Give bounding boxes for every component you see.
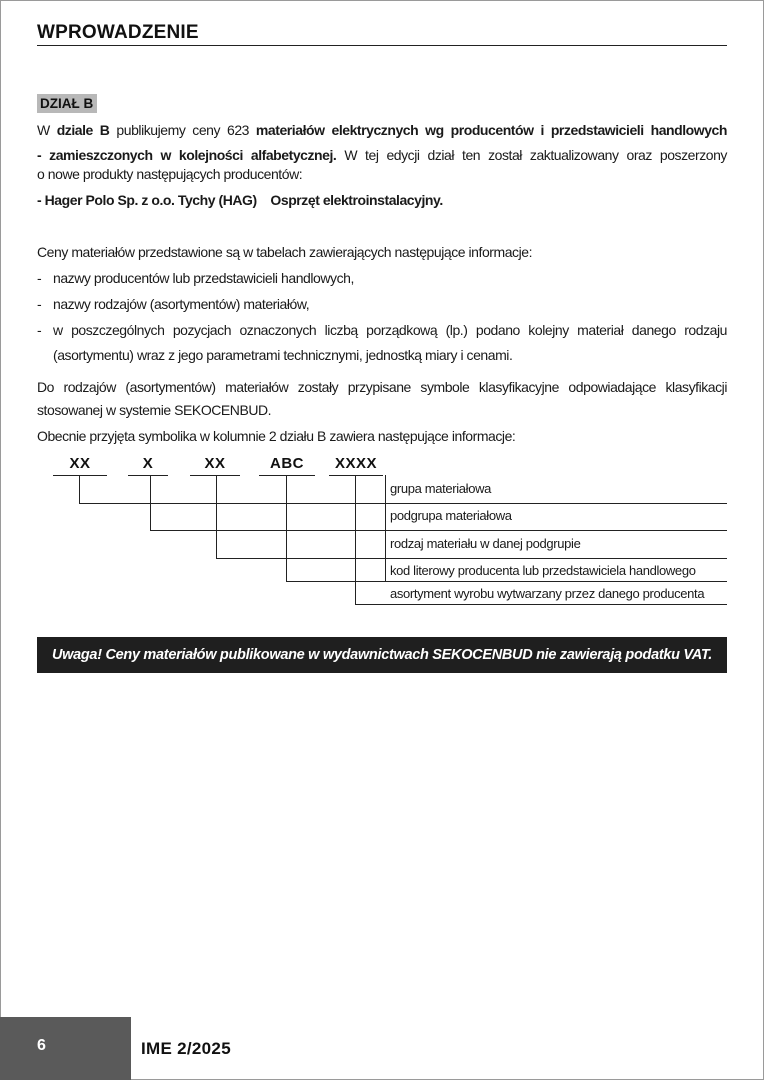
intro-bold-materials: materiałów elektrycznych wg producentów i przedstawicieli handlowych	[255, 122, 727, 138]
page-title: WPROWADZENIE	[37, 22, 199, 43]
classification-line-1: Do rodzajów (asortymentów) materiałów zostały przypisane symbole klasyfikacyjne odpowiadające klasyfikacji	[37, 379, 727, 395]
vat-warning-box	[37, 637, 727, 673]
list-item: nazwy producentów lub przedstawicieli handlowych,	[53, 270, 354, 286]
code-segment: X	[142, 455, 154, 472]
bullet-dash: -	[37, 296, 42, 312]
code-segment: XXXX	[334, 455, 378, 472]
intro-text: publikujemy ceny 623	[109, 122, 256, 138]
list-item: w poszczególnych pozycjach oznaczonych liczbą porządkową (lp.) podano kolejny materiał danego rodzaju	[53, 322, 727, 338]
section-badge: DZIAŁ B	[37, 94, 97, 113]
issue-label: IME 2/2025	[141, 1039, 231, 1058]
connector-line	[216, 475, 217, 558]
footer-page-box	[0, 1017, 131, 1080]
producer-line: - Hager Polo Sp. z o.o. Tychy (HAG) Osprzęt elektroinstalacyjny.	[37, 192, 443, 208]
code-underline	[259, 475, 315, 476]
intro-text: W	[37, 122, 57, 138]
vat-warning-text: Uwaga! Ceny materiałów publikowane w wydawnictwach SEKOCENBUD nie zawierają podatku VAT.	[51, 647, 713, 663]
code-underline	[190, 475, 240, 476]
intro-text: W tej edycji dział ten został zaktualizowany oraz poszerzony	[336, 147, 727, 163]
page-number: 6	[37, 1037, 46, 1054]
connector-line	[355, 475, 356, 605]
intro-line-1	[37, 119, 727, 141]
list-item-continuation: (asortymentu) wraz z jego parametrami technicznymi, jednostką miary i cenami.	[53, 347, 513, 363]
code-segment: ABC	[270, 455, 304, 472]
code-underline	[53, 475, 107, 476]
connector-line	[79, 475, 80, 503]
code-segment: XX	[204, 455, 226, 472]
code-description: grupa materiałowa	[390, 481, 491, 496]
code-description: rodzaj materiału w danej podgrupie	[390, 536, 581, 551]
description-rule	[385, 475, 386, 581]
connector-line	[79, 503, 727, 504]
intro-line-3: o nowe produkty następujących producentów:	[37, 166, 303, 182]
intro-bold-alphabetical: - zamieszczonych w kolejności alfabetycznej.	[37, 147, 337, 163]
info-intro: Ceny materiałów przedstawione są w tabelach zawierających następujące informacje:	[37, 244, 533, 260]
connector-line	[355, 604, 727, 605]
header-divider	[37, 45, 727, 46]
code-segment: XX	[69, 455, 91, 472]
connector-line	[286, 581, 727, 582]
bullet-dash: -	[37, 322, 42, 338]
code-description: podgrupa materiałowa	[390, 508, 512, 523]
code-description: asortyment wyrobu wytwarzany przez danego producenta	[390, 586, 705, 601]
connector-line	[286, 475, 287, 581]
code-underline	[329, 475, 383, 476]
code-description: kod literowy producenta lub przedstawiciela handlowego	[390, 563, 696, 578]
bullet-dash: -	[37, 270, 42, 286]
list-item: nazwy rodzajów (asortymentów) materiałów,	[53, 296, 310, 312]
code-underline	[128, 475, 168, 476]
connector-line	[150, 530, 727, 531]
symbol-intro: Obecnie przyjęta symbolika w kolumnie 2 działu B zawiera następujące informacje:	[37, 428, 516, 444]
classification-line-2: stosowanej w systemie SEKOCENBUD.	[37, 402, 272, 418]
intro-bold-section: dziale B	[56, 122, 110, 138]
connector-line	[216, 558, 727, 559]
